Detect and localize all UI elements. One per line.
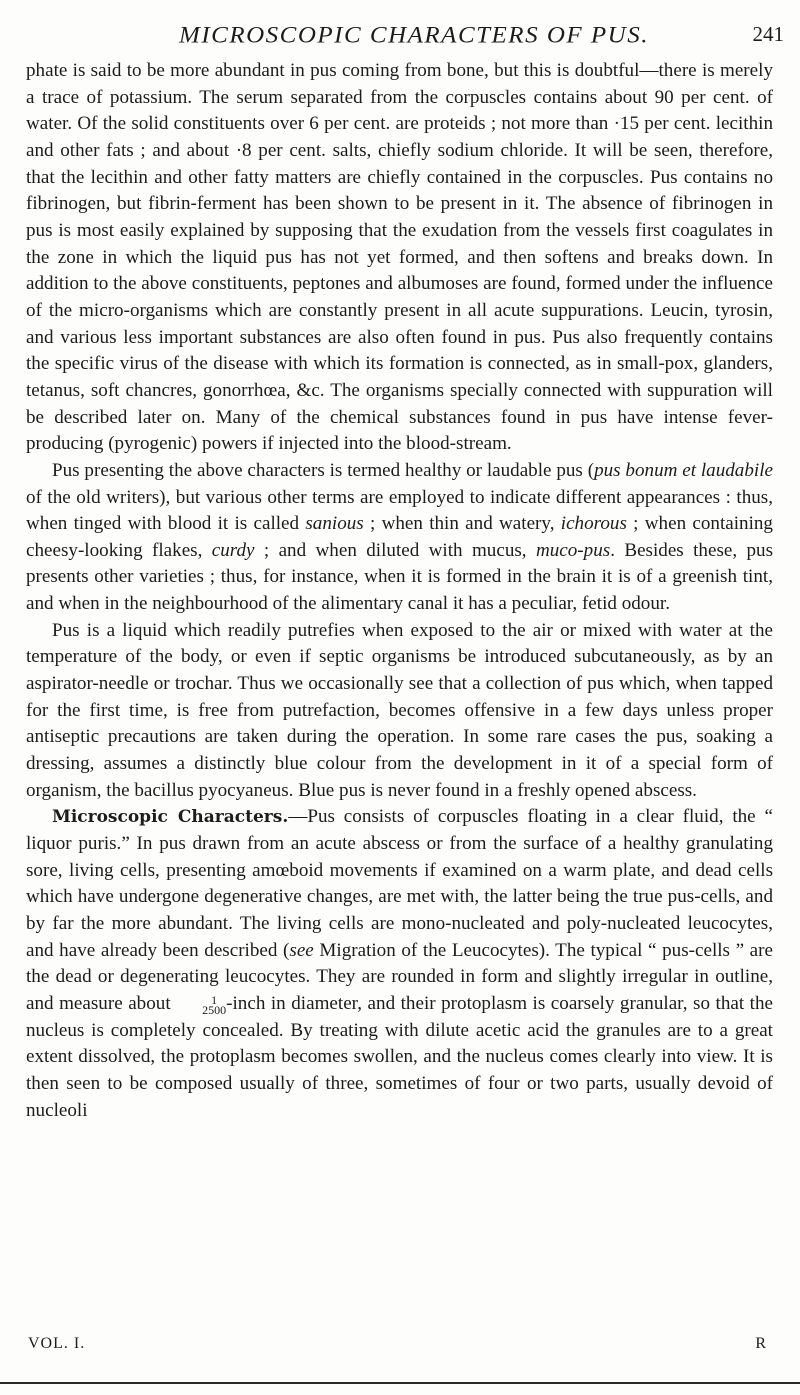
paragraph-putrefaction: Pus is a liquid which readily putrefies when exposed to the air or mixed with water at the temperature of the body, or even if septic organisms be introduced subcutaneously, as by an aspirator-needle or trochar. Thus we occasionally see that a collection of pus which, when tapped for the first time, is free from putrefaction, becomes offensive in a few days unless proper antiseptic precautions are taken during the operation. In some rare cases the pus, soaking a dressing, assumes a distinctly blue colour from the development in it of a special form of organism, the bacillus pyocyaneus. Blue pus is never found in a freshly opened abscess. [26, 619, 773, 801]
text-run: ; and when diluted with mucus, [254, 539, 536, 561]
text-run: ; when containing cheesy-looking flakes, [26, 513, 773, 561]
volume-label: VOL. I. [28, 1335, 86, 1352]
page-footer [28, 1335, 773, 1359]
text-run: Pus presenting the above characters is termed healthy or laudable pus ( [52, 459, 595, 481]
running-title: MICROSCOPIC CHARACTERS OF PUS. [179, 23, 649, 48]
page-number: 241 [752, 22, 784, 46]
term-curdy: curdy [211, 539, 255, 561]
text-run: -inch in diameter, and their protoplasm is coarsely granular, so that the nucleus is completely concealed. By treating with dilute acetic acid the granules are to a great extent dissolved, the protoplasm becomes swollen, and the nucleus comes clearly into view. It is then seen to be composed usually of three, sometimes of four or two parts, usually devoid of nucleoli [26, 992, 774, 1121]
latin-term: pus bonum et laudabile [594, 459, 773, 481]
section-heading: Microscopic Characters. [52, 807, 289, 828]
text-run: . Besides these, pus presents other varieties ; thus, for instance, when it is formed in the brain it is of a greenish tint, and when in the neighbourhood of the alimentary canal it has a peculiar, fetid odour. [26, 539, 774, 615]
paragraph-varieties [26, 458, 773, 618]
fraction-denominator: 2500 [202, 1002, 227, 1017]
term-muco-pus: muco-pus [535, 539, 611, 561]
text-run: ; when thin and watery, [363, 513, 561, 535]
signature-mark: R [755, 1335, 767, 1352]
cross-reference-see: see [289, 939, 314, 961]
paragraph-microscopic [26, 804, 773, 1124]
bottom-rule [0, 1382, 800, 1384]
text-run: Migration of the Leucocytes). The typical “ pus-cells ” are the dead or degenerating leucocytes. They are rounded in form and slightly irregular in outline, and measure about [26, 939, 773, 1014]
term-ichorous: ichorous [560, 513, 627, 535]
text-run: of the old writers), but various other terms are employed to indicate different appearances : thus, when tinged with blood it is called [26, 486, 773, 535]
running-head [44, 18, 784, 52]
text-run: —Pus consists of corpuscles floating in a clear fluid, the “ liquor puris.” In pus drawn from an acute abscess or from the surface of a healthy granulating sore, living cells, presenting amœboid movements if examined on a warm plate, and dead cells which have undergone degenerative changes, are met with, the latter being the true pus-cells, and by far the more abundant. The living cells are mono-nucleated and poly-nucleated leucocytes, and have already been described ( [26, 806, 773, 961]
fraction-numerator: 1 [211, 992, 218, 1007]
term-sanious: sanious [305, 513, 364, 535]
fraction [176, 992, 227, 1017]
paragraph-chemistry: phate is said to be more abundant in pus coming from bone, but this is doubtful—there is merely a trace of potassium. The serum separated from the corpuscles contains about 90 per cent. of water. Of the solid constituents over 6 per cent. are proteids ; not more than ·15 per cent. lecithin and other fats ; and about ·8 per cent. salts, chiefly sodium chloride. It will be seen, therefore, that the lecithin and other fatty matters are chiefly contained in the corpuscles. Pus contains no fibrinogen, but fibrin-ferment has been shown to be present in it. The absence of fibrinogen in pus is most easily explained by supposing that the exudation from the vessels first coagulates in the zone in which the liquid pus has not yet formed, and then softens and breaks down. In addition to the above constituents, peptones and albumoses are found, formed under the influence of the micro-organisms which are constantly present in all acute suppurations. Leucin, tyrosin, and various less important substances are also often found in pus. Pus also frequently contains the specific virus of the disease with which its formation is connected, as in small-pox, glanders, tetanus, soft chancres, gonorrhœa, &c. The organisms specially connected with suppuration will be described later on. Many of the chemical substances found in pus have intense fever-producing (pyrogenic) powers if injected into the blood-stream. [26, 60, 773, 455]
text-body [26, 58, 773, 1124]
